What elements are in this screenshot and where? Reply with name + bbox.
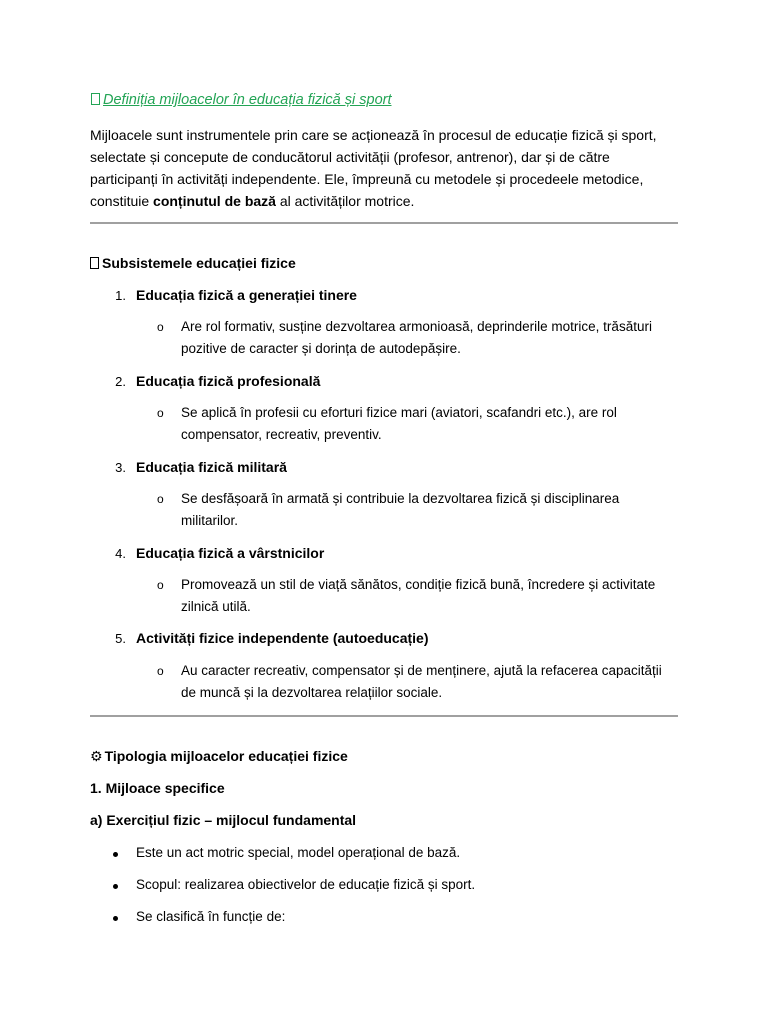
list-number: 2. bbox=[115, 374, 126, 389]
gear-icon: ⚙ bbox=[90, 748, 103, 764]
subsystems-heading-text: Subsistemele educației fizice bbox=[102, 255, 296, 271]
definition-heading[interactable] bbox=[91, 92, 392, 108]
sub-bullet-marker: o bbox=[157, 406, 164, 420]
list-item-description bbox=[181, 660, 681, 704]
missing-glyph-icon bbox=[91, 93, 100, 105]
horizontal-divider bbox=[90, 715, 678, 717]
list-item-title: Activități fizice independente (autoeducație) bbox=[136, 630, 429, 646]
sub-bullet-marker: o bbox=[157, 664, 164, 678]
specific-means-heading: 1. Mijloace specifice bbox=[90, 780, 225, 796]
bullet-item: Scopul: realizarea obiectivelor de educație fizică și sport. bbox=[136, 877, 476, 892]
description-line: Se desfășoară în armată și contribuie la dezvoltarea fizică și disciplinarea bbox=[181, 491, 620, 506]
paragraph-line: selectate și concepute de conducătorul activității (profesor, antrenor), dar și de către bbox=[90, 149, 610, 165]
description-line: de muncă și la dezvoltarea relațiilor sociale. bbox=[181, 685, 443, 700]
list-number: 4. bbox=[115, 546, 126, 561]
physical-exercise-heading: a) Exercițiul fizic – mijlocul fundamental bbox=[90, 812, 357, 828]
paragraph-bold-text: conținutul de bază bbox=[153, 193, 276, 209]
list-item-title: Educația fizică a vârstnicilor bbox=[136, 545, 325, 561]
list-number: 5. bbox=[115, 631, 126, 646]
list-item-title: Educația fizică militară bbox=[136, 459, 287, 475]
typology-heading bbox=[90, 748, 348, 765]
list-item-title: Educația fizică a generației tinere bbox=[136, 287, 357, 303]
list-item-description bbox=[181, 574, 681, 618]
description-line: pozitive de caracter și dorința de autodepășire. bbox=[181, 341, 461, 356]
subsystems-heading bbox=[90, 255, 296, 271]
bullet-item: Este un act motric special, model operațional de bază. bbox=[136, 845, 461, 860]
paragraph-line bbox=[90, 190, 680, 212]
missing-glyph-icon bbox=[90, 257, 99, 269]
list-item-description bbox=[181, 488, 681, 532]
definition-paragraph bbox=[90, 124, 680, 212]
bullet-marker bbox=[113, 884, 118, 889]
description-line: compensator, recreativ, preventiv. bbox=[181, 427, 382, 442]
description-line: zilnică utilă. bbox=[181, 599, 251, 614]
description-line: Au caracter recreativ, compensator și de menținere, ajută la refacerea capacității bbox=[181, 663, 662, 678]
bullet-marker bbox=[113, 916, 118, 921]
sub-bullet-marker: o bbox=[157, 320, 164, 334]
list-item-description bbox=[181, 402, 681, 446]
sub-bullet-marker: o bbox=[157, 578, 164, 592]
list-item-title: Educația fizică profesională bbox=[136, 373, 321, 389]
description-line: Are rol formativ, susține dezvoltarea armonioasă, deprinderile motrice, trăsături bbox=[181, 319, 652, 334]
paragraph-text: constituie bbox=[90, 193, 154, 209]
definition-heading-text: Definiția mijloacelor în educația fizică și sport bbox=[103, 92, 392, 108]
description-line: Promovează un stil de viață sănătos, condiție fizică bună, încredere și activitate bbox=[181, 577, 656, 592]
list-number: 1. bbox=[115, 288, 126, 303]
paragraph-line: Mijloacele sunt instrumentele prin care se acționează în procesul de educație fizică și sport, bbox=[90, 127, 657, 143]
paragraph-text: al activităților motrice. bbox=[275, 193, 415, 209]
description-line: militarilor. bbox=[181, 513, 239, 528]
list-item-description bbox=[181, 316, 681, 360]
description-line: Se aplică în profesii cu eforturi fizice mari (aviatori, scafandri etc.), are rol bbox=[181, 405, 617, 420]
horizontal-divider bbox=[90, 222, 678, 224]
typology-heading-text: Tipologia mijloacelor educației fizice bbox=[104, 748, 348, 764]
sub-bullet-marker: o bbox=[157, 492, 164, 506]
list-number: 3. bbox=[115, 460, 126, 475]
paragraph-line: participanți în activități independente. Ele, împreună cu metodele și procedeele metodice, bbox=[90, 171, 644, 187]
bullet-marker bbox=[113, 852, 118, 857]
bullet-item: Se clasifică în funcție de: bbox=[136, 909, 286, 924]
